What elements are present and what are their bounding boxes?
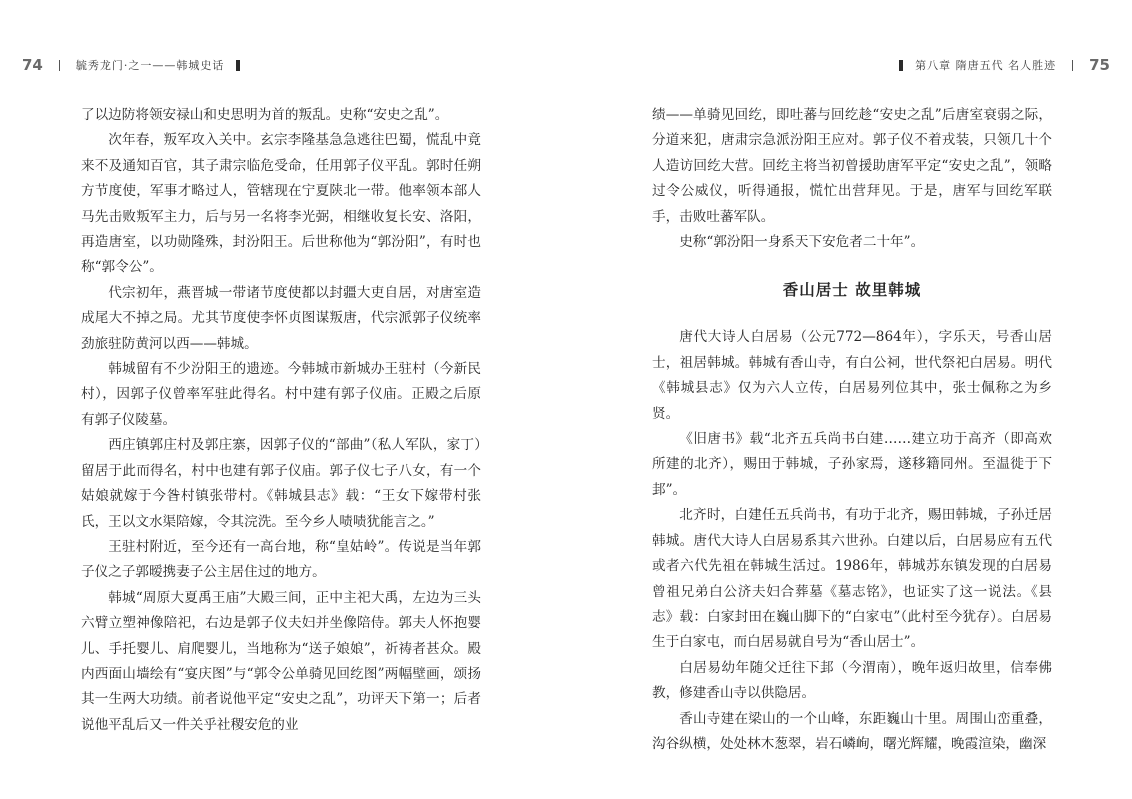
paragraph: 香山寺建在梁山的一个山峰，东距巍山十里。周围山峦重叠，沟谷纵横，处处林木葱翠，岩石嶙峋，曙光辉耀，晚霞渲染，幽深 (652, 710, 1052, 752)
paragraph: 次年春，叛军攻入关中。玄宗李隆基急急逃往巴蜀，慌乱中竟来不及通知百官，其子肃宗临危受命，任用郭子仪平乱。郭时任朔方节度使，军事才略过人，管辖现在宁夏陕北一带。他率领本部人马先击败叛军主力，后与另一名将李光弼，相继收复长安、洛阳，再造唐室，以功勋隆殊，封汾阳王。后世称他为“郭汾阳”，有时也称“郭令公”。 (81, 132, 481, 276)
header-divider (59, 60, 60, 71)
paragraph: 韩城“周原大夏禹王庙”大殿三间，正中主祀大禹，左边为三头六臂立塑神像陪祀，右边是郭子仪夫妇并坐像陪侍。郭夫人怀抱婴儿、手托婴儿、肩爬婴儿，当地称为“送子娘娘”，祈祷者甚众。殿内西面山墙绘有“宴庆图”与“郭令公单骑见回纥图”两幅壁画，颂扬其一生两大功绩。前者说他平定“安史之乱”，功评天下第一；后者说他平乱后又一件关乎社稷安危的业 (81, 589, 481, 733)
running-head-right: 第八章 隋唐五代 名人胜迹 (915, 59, 1057, 72)
paragraph: 白居易幼年随父迁往下邽（今渭南），晚年返归故里，信奉佛教，修建香山寺以供隐居。 (652, 659, 1052, 702)
paragraph: 韩城留有不少汾阳王的遗迹。今韩城市新城办王驻村（今新民村），因郭子仪曾率军驻此得名。村中建有郭子仪庙。正殿之后原有郭子仪陵墓。 (81, 361, 481, 428)
right-page (566, 0, 1132, 799)
section-title: 香山居士 故里韩城 (782, 280, 922, 300)
right-page-header (887, 52, 1110, 78)
paragraph: 唐代大诗人白居易（公元772—864年），字乐天，号香山居士，祖居韩城。韩城有香山寺，有白公祠，世代祭祀白居易。明代《韩城县志》仅为六人立传，白居易列位其中，张士佩称之为乡贤。 (652, 329, 1052, 422)
paragraph: 北齐时，白建任五兵尚书，有功于北齐，赐田韩城，子孙迁居韩城。唐代大诗人白居易系其六世孙。白建以后，白居易应有五代或者六代先祖在韩城生活过。1986年，韩城苏东镇发现的白居易曾祖兄弟白公济夫妇合葬墓《墓志铭》，也证实了这一说法。《县志》载：白家封田在巍山脚下的“白家屯”（此村至今犹存）。白居易生于白家屯，而白居易就自号为“香山居士”。 (652, 507, 1052, 651)
paragraph: 西庄镇郭庄村及郭庄寨，因郭子仪的“部曲”（私人军队，家丁）留居于此而得名，村中也建有郭子仪庙。郭子仪七子八女，有一个姑娘就嫁于今昝村镇张带村。《韩城县志》载：“王女下嫁带村张氏，王以文水渠陪嫁，令其浣洗。至今乡人啧啧犹能言之。” (81, 437, 481, 530)
paragraph: 史称“郭汾阳一身系天下安危者二十年”。 (679, 234, 925, 251)
paragraph: 代宗初年，燕晋城一带诸节度使都以封疆大吏自居，对唐室造成尾大不掉之局。尤其节度使李怀贞图谋叛唐，代宗派郭子仪统率劲旅驻防黄河以西——韩城。 (81, 284, 481, 352)
paragraph: 绩——单骑见回纥，即吐蕃与回纥趁“安史之乱”后唐室衰弱之际，分道来犯，唐肃宗急派汾阳王应对。郭子仪不着戎装，只领几十个人造访回纥大营。回纥主将当初曾援助唐军平定“安史之乱”，领略过令公威仪，听得通报，慌忙出营拜见。于是，唐军与回纥军联手，击败吐蕃军队。 (652, 107, 1052, 225)
page-number-right: 75 (1089, 56, 1110, 74)
running-head-left: 毓秀龙门·之一——韩城史话 (75, 59, 225, 72)
paragraph: 了以边防将领安禄山和史思明为首的叛乱。史称“安史之乱”。 (81, 107, 449, 123)
header-bar-mark (899, 60, 903, 71)
page-number-left: 74 (22, 56, 43, 74)
header-divider (1072, 60, 1073, 71)
left-page-header (22, 52, 252, 78)
header-bar-mark (236, 60, 240, 71)
left-page-body (81, 103, 481, 738)
paragraph: 《旧唐书》载“北齐五兵尚书白建……建立功于高齐（即高欢所建的北齐），赐田于韩城，子孙家焉，遂移籍同州。至温徙于下邽”。 (652, 431, 1052, 498)
paragraph: 王驻村附近，至今还有一高台地，称“皇姑岭”。传说是当年郭子仪之子郭暧携妻子公主居住过的地方。 (81, 538, 481, 581)
right-page-body (652, 103, 1052, 757)
